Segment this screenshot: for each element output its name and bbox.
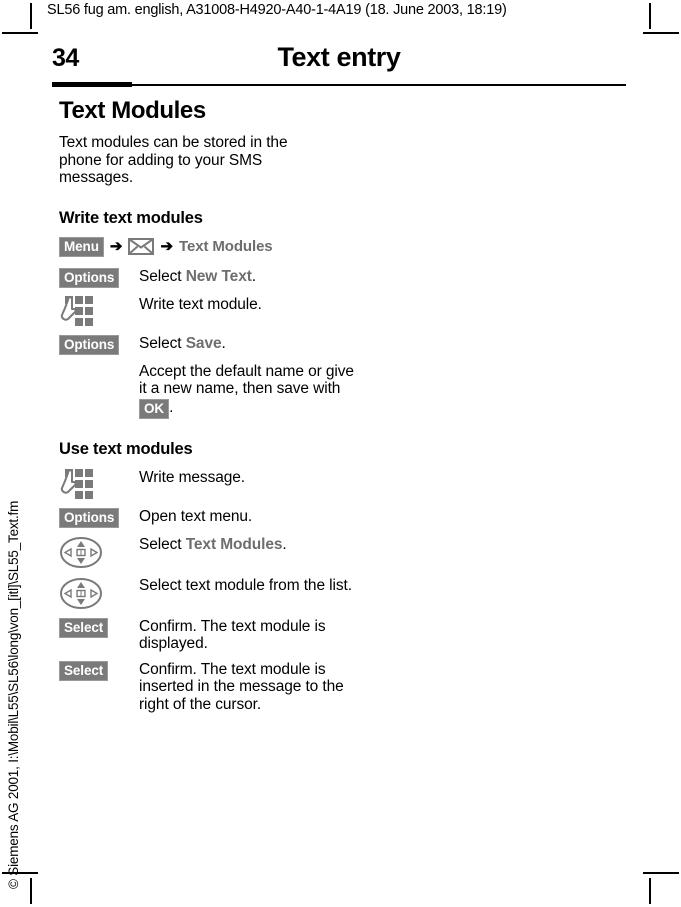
step-row (59, 334, 359, 355)
step-icon-cell (59, 617, 139, 638)
softkey-ok[interactable]: OK (139, 399, 169, 419)
step-text (139, 660, 359, 714)
step-text-after: . (282, 535, 287, 553)
step-icon-cell (59, 576, 139, 610)
step-icon-cell (59, 267, 139, 288)
page-header (52, 44, 626, 86)
joystick-icon (59, 536, 103, 569)
crop-mark-top-left-vertical (30, 3, 32, 29)
step-icon-cell (59, 535, 139, 569)
step-icon-cell (59, 660, 139, 681)
step-text-before: Confirm. The text module is inserted in the message to the right of the cursor. (139, 660, 344, 713)
arrow-right-icon-2: ➔ (160, 238, 174, 256)
step-text-before: Select text module from the list. (139, 576, 352, 594)
envelope-icon (128, 238, 154, 255)
step-row (59, 535, 359, 569)
softkey-menu[interactable]: Menu (59, 237, 104, 257)
step-text-before: Confirm. The text module is displayed. (139, 617, 326, 653)
page-number: 34 (52, 44, 79, 72)
step-text (139, 535, 359, 554)
step-text-emphasis: New Text (185, 267, 252, 285)
arrow-right-icon: ➔ (109, 238, 123, 256)
step-row (59, 295, 359, 327)
crop-mark-top-right-vertical (649, 3, 651, 29)
step-text-before: Write text module. (139, 295, 262, 313)
step-text (139, 267, 359, 286)
step-row (59, 660, 359, 714)
step-text (139, 617, 359, 653)
step-row (59, 576, 359, 610)
document-id-line: SL56 fug am. english, A31008-H4920-A40-1-4A19 (18. June 2003, 18:19) (47, 2, 507, 18)
header-rule-thin (132, 84, 626, 86)
crop-mark-top-right-horizontal (643, 32, 679, 34)
step-text-emphasis: Text Modules (185, 535, 283, 553)
step-text (139, 334, 359, 353)
step-row (59, 267, 359, 288)
step-text-emphasis: Save (185, 334, 222, 352)
intro-paragraph: Text modules can be stored in the phone for adding to your SMS messages. (59, 134, 288, 187)
sidebar-copyright: © Siemens AG 2001, I:\Mobil\L55\SL56\long\von_[itl]\SL55_Text.fm (5, 500, 21, 889)
menu-path-breadcrumb (59, 237, 359, 257)
step-text-after: . (221, 334, 226, 352)
softkey-options[interactable]: Options (59, 268, 119, 288)
subsection-title-use: Use text modules (59, 439, 193, 458)
softkey-options[interactable]: Options (59, 335, 119, 355)
step-text-before: Accept the default name or give it a new name, then save with (139, 362, 354, 398)
step-row (59, 507, 359, 528)
step-text-before: Select (139, 334, 186, 352)
main-content (59, 98, 359, 720)
joystick-icon (59, 577, 103, 610)
crop-mark-bottom-right-vertical (649, 878, 651, 904)
step-text (139, 576, 359, 595)
step-icon-cell (59, 295, 139, 327)
softkey-select[interactable]: Select (59, 618, 108, 638)
step-text (139, 362, 359, 418)
step-text-before: Select (139, 267, 186, 285)
step-text (139, 295, 359, 314)
step-row (59, 617, 359, 653)
subsection-title-write: Write text modules (59, 208, 203, 227)
section-title: Text Modules (59, 97, 206, 124)
header-rule-thick (52, 82, 132, 87)
menu-path-target: Text Modules (179, 238, 273, 256)
step-text-before: Select (139, 535, 186, 553)
keypad-icon (59, 469, 93, 500)
step-icon-cell-empty (59, 362, 139, 363)
step-row (59, 362, 359, 418)
crop-mark-bottom-left-vertical (30, 878, 32, 904)
step-text-after: . (169, 398, 174, 416)
step-text-after: . (251, 267, 257, 285)
keypad-icon (59, 296, 93, 327)
step-text (139, 507, 359, 526)
step-icon-cell (59, 334, 139, 355)
softkey-select[interactable]: Select (59, 661, 108, 681)
step-text (139, 468, 359, 487)
chapter-title: Text entry (277, 42, 401, 72)
step-text-before: Write message. (139, 468, 245, 486)
crop-mark-bottom-right-horizontal (643, 872, 679, 874)
step-icon-cell (59, 468, 139, 500)
step-text-before: Open text menu. (139, 507, 253, 525)
softkey-options[interactable]: Options (59, 508, 119, 528)
step-row (59, 468, 359, 500)
step-icon-cell (59, 507, 139, 528)
